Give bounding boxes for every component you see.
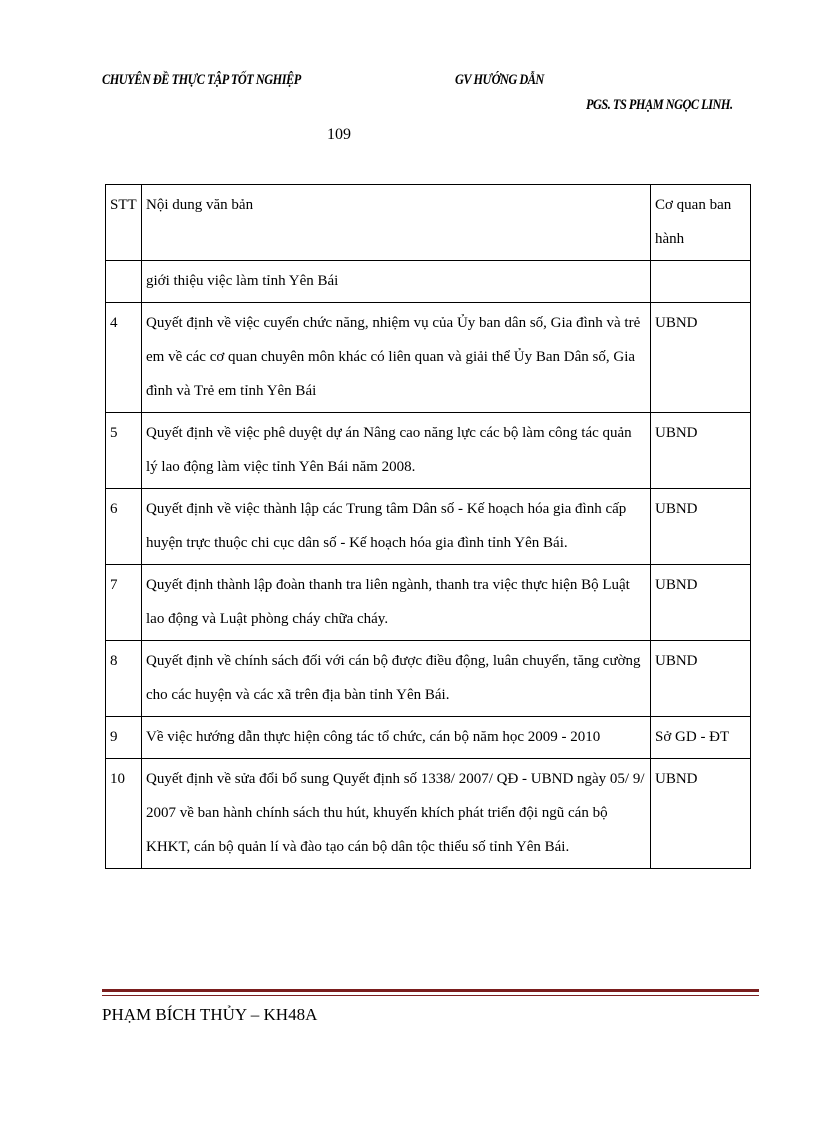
table-row — [106, 303, 751, 413]
row-stt: 6 — [106, 489, 142, 565]
header-advisor-label: GV HƯỚNG DẪN — [455, 72, 544, 88]
row-stt — [106, 261, 142, 303]
table-row — [106, 717, 751, 759]
row-stt: 8 — [106, 641, 142, 717]
row-content: Quyết định về việc thành lập các Trung tâm Dân số - Kế hoạch hóa gia đình cấp huyện trực thuộc chi cục dân số - Kế hoạch hóa gia đình tỉnh Yên Bái. — [142, 489, 651, 565]
table-row — [106, 759, 751, 869]
row-content: giới thiệu việc làm tỉnh Yên Bái — [142, 261, 651, 303]
row-issuer: UBND — [651, 759, 751, 869]
row-content: Quyết định về chính sách đối với cán bộ được điều động, luân chuyển, tăng cường cho các huyện và các xã trên địa bàn tỉnh Yên Bái. — [142, 641, 651, 717]
row-issuer: Sở GD - ĐT — [651, 717, 751, 759]
row-stt: 9 — [106, 717, 142, 759]
column-header-issuer: Cơ quan ban hành — [651, 185, 751, 261]
header-advisor-name: PGS. TS PHẠM NGỌC LINH. — [586, 97, 733, 113]
row-content: Về việc hướng dẫn thực hiện công tác tổ chức, cán bộ năm học 2009 - 2010 — [142, 717, 651, 759]
row-content: Quyết định thành lập đoàn thanh tra liên ngành, thanh tra việc thực hiện Bộ Luật lao động và Luật phòng cháy chữa cháy. — [142, 565, 651, 641]
row-content: Quyết định về việc cuyển chức năng, nhiệm vụ của Ủy ban dân số, Gia đình và trẻ em về các cơ quan chuyên môn khác có liên quan và giải thể Ủy Ban Dân số, Gia đình và Trẻ em tỉnh Yên Bái — [142, 303, 651, 413]
column-header-stt: STT — [106, 185, 142, 261]
document-table — [105, 184, 751, 869]
table-row — [106, 565, 751, 641]
row-issuer: UBND — [651, 565, 751, 641]
row-issuer: UBND — [651, 489, 751, 565]
table-row — [106, 413, 751, 489]
footer-divider-thin — [102, 995, 759, 996]
row-stt: 10 — [106, 759, 142, 869]
table-header-row — [106, 185, 751, 261]
footer-author: PHẠM BÍCH THỦY – KH48A — [102, 1005, 318, 1024]
column-header-content: Nội dung văn bản — [142, 185, 651, 261]
row-content: Quyết định về sửa đổi bổ sung Quyết định số 1338/ 2007/ QĐ - UBND ngày 05/ 9/ 2007 về ban hành chính sách thu hút, khuyến khích phát triển đội ngũ cán bộ KHKT, cán bộ quản lí và đào tạo cán bộ dân tộc thiểu số tỉnh Yên Bái. — [142, 759, 651, 869]
row-stt: 7 — [106, 565, 142, 641]
table-row — [106, 641, 751, 717]
table-row — [106, 261, 751, 303]
table-row — [106, 489, 751, 565]
footer-divider-thick — [102, 989, 759, 992]
row-content: Quyết định về việc phê duyệt dự án Nâng cao năng lực các bộ làm công tác quản lý lao động làm việc tỉnh Yên Bái năm 2008. — [142, 413, 651, 489]
row-issuer: UBND — [651, 303, 751, 413]
row-stt: 4 — [106, 303, 142, 413]
page-number: 109 — [327, 126, 351, 143]
row-issuer: UBND — [651, 413, 751, 489]
header-title: CHUYÊN ĐỀ THỰC TẬP TỐT NGHIỆP — [102, 72, 301, 88]
row-issuer — [651, 261, 751, 303]
row-issuer: UBND — [651, 641, 751, 717]
row-stt: 5 — [106, 413, 142, 489]
